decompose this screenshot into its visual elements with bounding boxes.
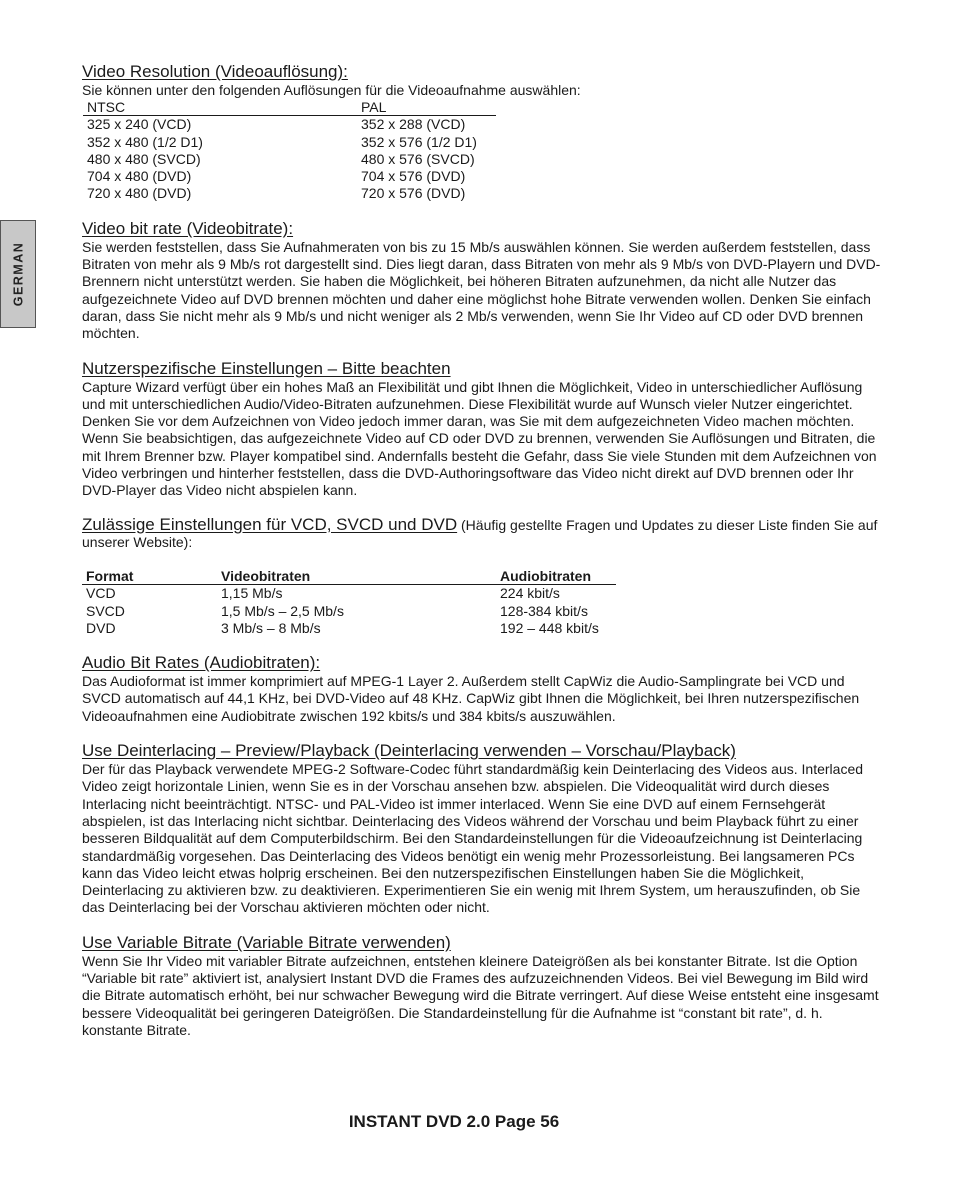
variable-bitrate-body: Wenn Sie Ihr Video mit variabler Bitrate aufzeichnen, entstehen kleinere Dateigrößen als bei konstanter Bitrate. Ist die Option “Variable bit rate” aktiviert ist, analysiert Instant DVD die Frames des aufzuzeichnenden Videos. Bei viel Bewegung im Bild wird die Bitrate automatisch erhöht, bei nur schwacher Bewegung wird die Bitrate verringert. Auf diese Weise entsteht eine insgesamt bessere Videoqualität bei geringeren Dateigrößen. Die Standardeinstellung für die Aufnahme ist “constant bit rate”, d. h. konstante Bitrate. bbox=[82, 952, 879, 1038]
section-audio-bitrates bbox=[82, 653, 882, 725]
custom-body: Capture Wizard verfügt über ein hohes Maß an Flexibilität und gibt Ihnen die Möglichkeit, Video in unterschiedlicher Auflösung und mit unterschiedlichen Audio/Video-Bitraten aufzunehmen. Diese Flexibilität wurde auf Wunsch vieler Nutzer eingerichtet. Denken Sie vor dem Aufzeichnen von Video jedoch immer daran, was Sie mit dem aufgezeichneten Video machen möchten. Wenn Sie beabsichtigen, das aufgezeichnete Video auf CD oder DVD zu brennen, verwenden Sie Auflösungen und Bitraten, die mit Ihrem Brenner bzw. Player kompatibel sind. Andernfalls besteht die Gefahr, dass Sie viele Stunden mit dem Aufzeichnen von Video verbringen und hinterher feststellen, dass die DVD-Authoringsoftware das Video nicht direkt auf DVD brennen oder Ihr DVD-Player das Video nicht abspielen kann. bbox=[82, 378, 877, 499]
heading-video-bitrate: Video bit rate (Videobitrate): bbox=[82, 218, 294, 238]
heading-video-resolution: Video Resolution (Videoauflösung): bbox=[82, 62, 348, 81]
table-row bbox=[83, 168, 496, 185]
header-format: Format bbox=[82, 568, 217, 585]
pal-cell: 352 x 576 (1/2 D1) bbox=[361, 133, 477, 150]
ntsc-cell: 704 x 480 (DVD) bbox=[87, 168, 192, 185]
header-audio-bitrate: Audiobitraten bbox=[496, 568, 616, 585]
section-video-bitrate bbox=[82, 219, 882, 343]
table-row bbox=[82, 603, 616, 620]
table-header-row bbox=[83, 99, 496, 116]
heading-audio-bitrates: Audio Bit Rates (Audiobitraten): bbox=[82, 653, 321, 673]
allowed-heading-line bbox=[82, 516, 882, 552]
format-cell: VCD bbox=[86, 585, 116, 602]
table-row bbox=[82, 585, 616, 603]
section-allowed-settings bbox=[82, 516, 882, 637]
language-side-tab bbox=[0, 220, 36, 328]
pal-cell: 704 x 576 (DVD) bbox=[361, 168, 466, 185]
format-cell: DVD bbox=[86, 619, 116, 636]
heading-variable-bitrate: Use Variable Bitrate (Variable Bitrate verwenden) bbox=[82, 932, 451, 952]
section-deinterlacing bbox=[82, 741, 882, 917]
language-label: GERMAN bbox=[11, 241, 25, 307]
format-cell: SVCD bbox=[86, 602, 125, 619]
deinterlacing-body: Der für das Playback verwendete MPEG-2 Software-Codec führt standardmäßig kein Deinterlacing des Videos aus. Interlaced Video zeigt horizontale Linien, wenn Sie es in der Vorschau ansehen bzw. abspielen. Die Videoqualität wird durch dieses Interlacing nicht beeinträchtigt. NTSC- und PAL-Video ist immer interlaced. Wenn Sie eine DVD auf einem Fernsehgerät abspielen, ist das Interlacing nicht sichtbar. Deinterlacing des Videos während der Vorschau und beim Playback führt zu einer besseren Bildqualität auf dem Computerbildschirm. Bei den Standardeinstellungen für die Videoaufzeichnung ist Deinterlacing standardmäßig vorgesehen. Das Deinterlacing des Videos benötigt ein wenig mehr Prozessorleistung. Bei langsameren PCs kann das Video leicht etwas holprig erscheinen. Bei den nutzerspezifischen Einstellungen haben Sie die Möglichkeit, Deinterlacing zu aktivieren bzw. zu deaktivieren. Experimentieren Sie ein wenig mit Ihrem System, um herauszufinden, ob Sie das Deinterlacing bei der Vorschau aktivieren möchten oder nicht. bbox=[82, 761, 864, 916]
section-custom-settings bbox=[82, 359, 882, 500]
audio-bitrate-cell: 128-384 kbit/s bbox=[500, 602, 588, 619]
audio-body: Das Audioformat ist immer komprimiert auf MPEG-1 Layer 2. Außerdem stellt CapWiz die Audio-Samplingrate bei VCD und SVCD automatisch auf 44,1 KHz, bei DVD-Video auf 48 KHz. CapWiz gibt Ihnen die Möglichkeit, bei Ihren nutzerspezifischen Videoaufnahmen eine Audiobitrate zwischen 192 kbits/s und 384 kbits/s auszuwählen. bbox=[82, 673, 860, 724]
resolution-table bbox=[83, 99, 496, 202]
pal-cell: 480 x 576 (SVCD) bbox=[361, 150, 475, 167]
table-row bbox=[82, 620, 616, 637]
table-row bbox=[83, 185, 496, 202]
pal-cell: 352 x 288 (VCD) bbox=[361, 116, 466, 133]
ntsc-cell: 352 x 480 (1/2 D1) bbox=[87, 133, 203, 150]
table-row bbox=[83, 116, 496, 134]
heading-allowed-settings: Zulässige Einstellungen für VCD, SVCD und DVD bbox=[82, 514, 458, 534]
heading-deinterlacing: Use Deinterlacing – Preview/Playback (Deinterlacing verwenden – Vorschau/Playback) bbox=[82, 741, 736, 761]
audio-bitrate-cell: 192 – 448 kbit/s bbox=[500, 619, 599, 636]
heading-custom-settings: Nutzerspezifische Einstellungen – Bitte beachten bbox=[82, 358, 451, 378]
section-video-resolution bbox=[82, 62, 882, 203]
video-bitrate-cell: 1,5 Mb/s – 2,5 Mb/s bbox=[221, 602, 344, 619]
allowed-note: (Häufig gestellte Fragen und Updates zu dieser Liste finden Sie auf unserer Website): bbox=[82, 516, 878, 550]
table-row bbox=[83, 151, 496, 168]
bitrate-body: Sie werden feststellen, dass Sie Aufnahmeraten von bis zu 15 Mb/s auswählen können. Sie werden außerdem feststellen, dass Bitraten von mehr als 9 Mb/s rot dargestellt sind. Dies liegt daran, dass Bitraten von mehr als 9 Mb/s von DVD-Playern und DVD-Brennern nicht unterstützt werden. Sie haben die Möglichkeit, bei höheren Bitraten aufzunehmen, da nicht alle Nutzer das aufgezeichnete Video auf DVD brennen möchten und daher eine möglichst hohe Bitrate verwenden wollen. Denken Sie einfach daran, dass Sie nicht mehr als 9 Mb/s und nicht weniger als 2 Mb/s verwenden, wenn Sie Ihr Video auf CD oder DVD brennen möchten. bbox=[82, 238, 881, 342]
table-row bbox=[83, 134, 496, 151]
pal-cell: 720 x 576 (DVD) bbox=[361, 185, 466, 202]
page-footer bbox=[0, 1112, 954, 1132]
bitrate-table bbox=[82, 568, 616, 637]
header-ntsc: NTSC bbox=[83, 99, 357, 116]
video-bitrate-cell: 3 Mb/s – 8 Mb/s bbox=[221, 619, 321, 636]
ntsc-cell: 480 x 480 (SVCD) bbox=[87, 150, 201, 167]
table-header-row bbox=[82, 568, 616, 585]
resolution-intro: Sie können unter den folgenden Auflösungen für die Videoaufnahme auswählen: bbox=[82, 82, 581, 98]
audio-bitrate-cell: 224 kbit/s bbox=[500, 585, 560, 602]
page-content bbox=[82, 62, 882, 1055]
ntsc-cell: 720 x 480 (DVD) bbox=[87, 185, 192, 202]
ntsc-cell: 325 x 240 (VCD) bbox=[87, 116, 192, 133]
header-video-bitrate: Videobitraten bbox=[217, 568, 496, 585]
footer-text: INSTANT DVD 2.0 Page 56 bbox=[348, 1112, 560, 1131]
header-pal: PAL bbox=[357, 99, 496, 116]
section-variable-bitrate bbox=[82, 933, 882, 1039]
video-bitrate-cell: 1,15 Mb/s bbox=[221, 585, 283, 602]
